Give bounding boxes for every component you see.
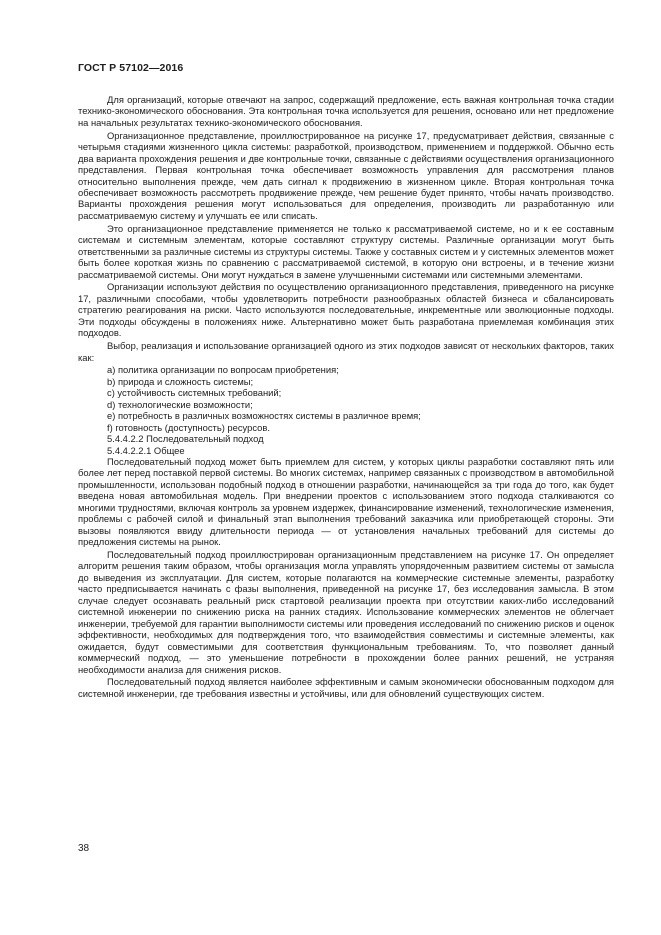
list-item: f) готовность (доступность) ресурсов.	[107, 421, 270, 433]
paragraph: Выбор, реализация и использование организацией одного из этих подходов зависят от нескольких факторов, таких как:	[78, 340, 614, 363]
paragraph: Организации используют действия по осуществлению организационного представления, приведенного на рисунке 17, различными способами, чтобы удовлетворить потребности разнообразных областей бизнеса и сбалансировать стратегию реагирования на риски. Часто используются последовательные, инкрементные или эволюционные подходы. Эти подходы обсуждены в положениях ниже. Альтернативно может быть разработана приемлемая комбинация этих подходов.	[78, 281, 614, 339]
section-heading: 5.4.4.2.2 Последовательный подход	[107, 433, 264, 445]
page-number: 38	[78, 843, 90, 854]
document-body	[78, 94, 614, 701]
paragraph: Организационное представление, проиллюстрированное на рисунке 17, предусматривает действия, связанные с четырьмя стадиями жизненного цикла системы: разработкой, производством, применением и поддержкой. Обычно есть два варианта прохождения решения и две контрольные точки, связанные с действиями осуществления организационного представления. Первая контрольная точка обеспечивает возможность управления для рассмотрения планов относительно выполнения прежде, чем дать сигнал к продвижению в жизненном цикле. Вторая контрольная точка обеспечивает возможность рассмотреть продвижение прежде, чем решение будет принято, чтобы начать производство. Варианты прохождения решения могут использоваться для определения, производить ли разработанную или рассматриваемую систему и улучшать ее или списать.	[78, 129, 614, 221]
subsection-heading: 5.4.4.2.2.1 Общее	[107, 444, 185, 456]
list-item: a) политика организации по вопросам приобретения;	[107, 364, 339, 376]
paragraph: Последовательный подход является наиболее эффективным и самым экономически обоснованным подходом для системной инженерии, где требования известны и устойчивы, или для обновлений существующих систем.	[78, 676, 614, 699]
document-header: ГОСТ Р 57102—2016	[78, 62, 184, 74]
list-item: b) природа и сложность системы;	[107, 375, 254, 387]
list-item: c) устойчивость системных требований;	[107, 387, 282, 399]
paragraph: Это организационное представление применяется не только к рассматриваемой системе, но и к ее составным системам и системным элементам, которые составляют структуру системы. Различные организации могут быть ответственными за различные системы из структуры системы. Также у составных систем и у системных элементов может быть более короткая жизнь по сравнению с рассматриваемой системой, в которую они встроены, и в течение жизни рассматриваемой системы. Они могут нуждаться в замене улучшенными системами или системными элементами.	[78, 222, 614, 280]
paragraph: Для организаций, которые отвечают на запрос, содержащий предложение, есть важная контрольная точка стадии технико-экономического обоснования. Эта контрольная точка используется для решения, основано или нет предложение на начальных результатах технико-экономического обоснования.	[78, 94, 614, 128]
list-item: e) потребность в различных возможностях системы в различное время;	[107, 410, 421, 422]
list-item: d) технологические возможности;	[107, 398, 253, 410]
paragraph: Последовательный подход проиллюстрирован организационным представлением на рисунке 17. Он определяет алгоритм решения таким образом, чтобы организация могла управлять упорядоченным развитием системы от замысла до выведения из эксплуатации. Для систем, которые полагаются на коммерческие системные элементы, разработку часто предписывается начинать с фазы выполнения, приведенной на рисунке 17, без исследования замысла. В этом случае следует осознавать реальный риск стартовой реализации проекта при отсутствии каких-либо исследований системной инженерии по снижению риска на ранних стадиях. Использование коммерческих элементов не облегчает инженерии, требуемой для гарантии выполнимости системы или проведения исследований по снижению рисков и оценок эффективности, необходимых для подтверждения того, что взаимодействия совместимы и системные элементы, как ожидается, будут совместимыми для соответствия функциональным требованиям. То, что позволяет данный коммерческий подход, — это уменьшение потребности в прохождении более ранних решений, не устраняя необходимости анализа для снижения рисков.	[78, 549, 614, 675]
paragraph: Последовательный подход может быть приемлем для систем, у которых циклы разработки составляют пять или более лет перед поставкой первой системы. Во многих системах, например связанных с производством в автомобильной промышленности, использован подобный подход в отношении разработки, начинающейся за три года до того, как будет введена новая автомобильная модель. При внедрении проектов с использованием этого подхода сталкиваются со многими трудностями, включая контроль за уровнем издержек, финансирование изменений, технологические изменения, проблемы с рабочей силой и финальный этап выполнения требований заказчика или приобретающей стороны. Эти вызовы появляются ввиду длительности периода — от установления начальных требований для системы до предложения системы на рынок.	[78, 456, 614, 548]
